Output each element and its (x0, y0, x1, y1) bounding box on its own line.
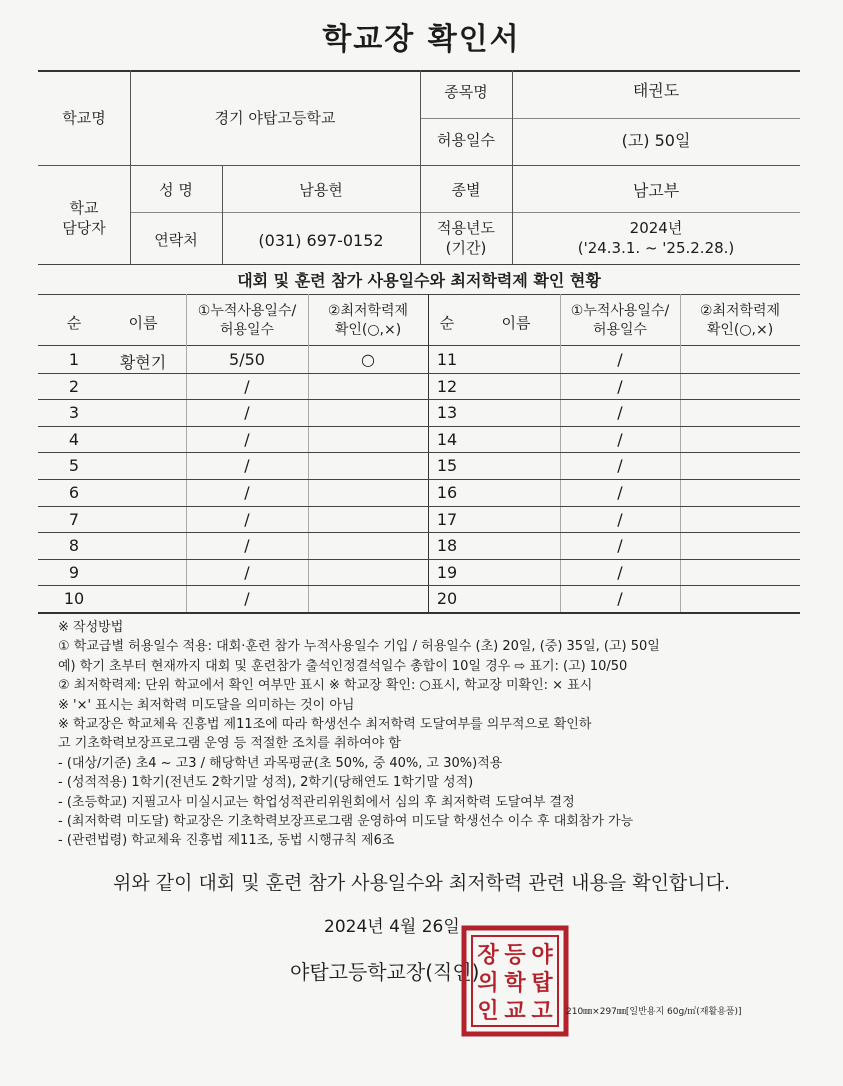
section-title: 대회 및 훈련 참가 사용일수와 최저학력제 확인 현황 (237, 271, 601, 290)
seal-character: 의 (477, 971, 499, 996)
guide-line: - (관련법령) 학교체육 진흥법 제11조, 동법 시행규칙 제6조 (58, 833, 395, 849)
row-number: 2 (68, 376, 80, 396)
row-number: 8 (68, 536, 80, 556)
usage-days: / (617, 562, 623, 582)
usage-days: / (244, 456, 250, 476)
seal-character: 등 (504, 943, 526, 968)
row-number: 12 (436, 376, 458, 396)
header-name-right: 이름 (501, 314, 531, 332)
min-academic-check: ○ (361, 350, 375, 369)
row-number: 16 (436, 483, 458, 502)
row-number: 13 (436, 403, 458, 423)
row-divider (38, 479, 800, 480)
seal-character: 고 (531, 999, 553, 1024)
usage-days: / (617, 589, 623, 609)
row-number: 15 (436, 456, 458, 476)
usage-days: / (244, 403, 250, 423)
usage-days: / (617, 350, 623, 369)
document-title: 학교장 확인서 (322, 22, 521, 57)
row-number: 11 (436, 350, 458, 369)
header-min-left: ②최저학력제 확인(○,×) (327, 303, 409, 338)
row-divider (38, 585, 800, 586)
allowed-days-label: 허용일수 (437, 131, 495, 149)
row-number: 20 (436, 589, 458, 609)
row-number: 10 (63, 589, 85, 609)
seal-character: 학 (504, 971, 526, 996)
issue-date: 2024년 4월 26일 (324, 917, 460, 937)
seal-character: 탑 (531, 971, 553, 996)
row-divider (38, 373, 800, 374)
guide-line: ① 학교급별 허용일수 적용: 대회·훈련 참가 누적사용일수 기입 / 허용일수 (초) 20일, (중) 35일, (고) 50일 (58, 639, 660, 655)
row-divider (38, 559, 800, 560)
usage-days: / (617, 509, 623, 529)
usage-days: / (617, 376, 623, 396)
row-number: 7 (68, 509, 80, 529)
paper-spec-footnote: 210㎜×297㎜[일반용지 60g/㎡(재활용품)] (566, 1007, 742, 1017)
header-name-left: 이름 (128, 314, 158, 332)
category-value: 남고부 (632, 181, 680, 200)
row-number: 3 (68, 403, 80, 423)
usage-days: / (244, 429, 250, 449)
writing-guide (58, 618, 803, 851)
row-number: 9 (68, 562, 80, 582)
usage-days: / (617, 429, 623, 449)
usage-days: / (244, 509, 250, 529)
contact-group-label: 학교 담당자 (62, 199, 106, 238)
row-number: 18 (436, 536, 458, 556)
usage-days: / (244, 536, 250, 556)
top-border (38, 70, 800, 72)
allowed-days-value: (고) 50일 (621, 131, 691, 150)
athlete-name: 황현기 (119, 353, 167, 372)
guide-line: ※ '×' 표시는 최저학력 미도달을 의미하는 것이 아님 (58, 697, 355, 713)
seal-character: 인 (477, 999, 499, 1024)
usage-days: / (244, 589, 250, 609)
usage-days: / (617, 456, 623, 476)
usage-days: / (617, 483, 623, 502)
header-min-right: ②최저학력제 확인(○,×) (699, 303, 781, 338)
guide-line: - (초등학교) 지필고사 미실시교는 학업성적관리위원회에서 심의 후 최저학력 도달여부 결정 (58, 794, 575, 810)
seal-character: 교 (504, 999, 526, 1024)
guide-line: 고 기초학력보장프로그램 운영 등 적절한 조치를 취하여야 함 (58, 736, 401, 752)
contact-name-value: 남용현 (299, 181, 343, 199)
school-name-label: 학교명 (62, 109, 106, 127)
guide-line: ※ 작성방법 (58, 620, 124, 635)
usage-days: / (617, 403, 623, 423)
contact-phone-label: 연락처 (154, 231, 198, 249)
row-divider (38, 452, 800, 453)
contact-phone-value: (031) 697-0152 (258, 231, 384, 250)
confirmation-statement: 위와 같이 대회 및 훈련 참가 사용일수와 최저학력 관련 내용을 확인합니다. (112, 872, 731, 894)
principal-signature: 야탑고등학교장(직인) (290, 960, 480, 984)
seal-character: 야 (531, 943, 553, 968)
header-usage-left: ①누적사용일수/ 허용일수 (197, 303, 297, 338)
usage-days: 5/50 (229, 350, 265, 369)
header-no-left: 순 (66, 314, 82, 332)
official-seal-icon (458, 922, 572, 1040)
seal-character: 장 (477, 943, 499, 968)
header-usage-right: ①누적사용일수/ 허용일수 (570, 303, 670, 338)
row-divider (38, 426, 800, 427)
row-number: 4 (68, 429, 80, 449)
row-number: 17 (436, 509, 458, 529)
usage-days: / (244, 562, 250, 582)
row-number: 14 (436, 429, 458, 449)
period-value: 2024년 ('24.3.1. ~ '25.2.28.) (577, 219, 735, 258)
guide-line: ※ 학교장은 학교체육 진흥법 제11조에 따라 학생선수 최저학력 도달여부를 의무적으로 확인하 (58, 717, 592, 733)
guide-line: ② 최저학력제: 단위 학교에서 확인 여부만 표시 ※ 학교장 확인: ○표시, 학교장 미확인: × 표시 (58, 678, 593, 694)
school-name-value: 경기 야탑고등학교 (214, 109, 336, 127)
usage-days: / (244, 376, 250, 396)
row-number: 5 (68, 456, 80, 476)
period-label: 적용년도 (기간) (437, 219, 495, 258)
usage-days: / (244, 483, 250, 502)
header-no-right: 순 (439, 314, 455, 332)
row-number: 6 (68, 483, 80, 502)
category-label: 종별 (451, 181, 481, 199)
usage-days: / (617, 536, 623, 556)
guide-line: - (성적적용) 1학기(전년도 2학기말 성적), 2학기(당해연도 1학기말 성적) (58, 775, 474, 791)
row-divider (38, 532, 800, 533)
row-number: 1 (68, 350, 80, 369)
row-divider (38, 506, 800, 507)
row-number: 19 (436, 562, 458, 582)
sport-value: 태권도 (632, 81, 680, 100)
guide-line: - (최저학력 미도달) 학교장은 기초학력보장프로그램 운영하여 미도달 학생선수 이수 후 대회참가 가능 (58, 814, 634, 830)
sport-label: 종목명 (444, 83, 488, 101)
guide-line: 예) 학기 초부터 현재까지 대회 및 훈련참가 출석인정결석일수 총합이 10일 경우 ⇨ 표기: (고) 10/50 (58, 658, 628, 674)
guide-line: - (대상/기준) 초4 ~ 고3 / 해당학년 과목평균(초 50%, 중 40%, 고 30%)적용 (58, 755, 503, 771)
contact-name-label: 성 명 (159, 181, 193, 199)
row-divider (38, 399, 800, 400)
